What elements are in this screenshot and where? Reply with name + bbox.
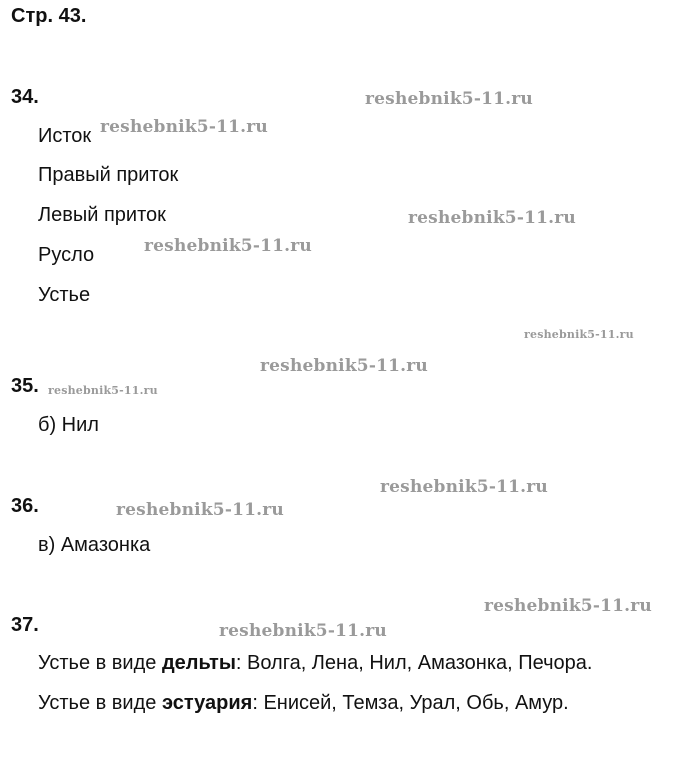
- watermark: reshebnik5-11.ru: [116, 500, 284, 520]
- q37-line-estuary-prefix: Устье в виде: [38, 692, 162, 714]
- watermark: reshebnik5-11.ru: [380, 477, 548, 497]
- q37-line-delta: [38, 652, 592, 675]
- watermark: reshebnik5-11.ru: [484, 596, 652, 616]
- watermark: reshebnik5-11.ru: [260, 356, 428, 376]
- q37-term-delta: дельты: [161, 652, 236, 674]
- q37-line-estuary-suffix: : Енисей, Темза, Урал, Обь, Амур.: [252, 692, 569, 714]
- watermark: reshebnik5-11.ru: [144, 236, 312, 256]
- q37-line-estuary: [38, 692, 569, 715]
- q37-line-delta-prefix: Устье в виде: [38, 652, 162, 674]
- watermark: reshebnik5-11.ru: [48, 384, 158, 397]
- q34-item-right-tributary: Правый приток: [38, 164, 179, 186]
- page-title: Стр. 43.: [11, 5, 87, 27]
- q34-item-riverbed: Русло: [38, 244, 95, 266]
- question-34-number: 34.: [11, 86, 39, 108]
- question-35-number: 35.: [11, 375, 39, 397]
- watermark: reshebnik5-11.ru: [365, 89, 533, 109]
- watermark: reshebnik5-11.ru: [219, 621, 387, 641]
- q35-answer: б) Нил: [38, 414, 99, 436]
- q34-item-mouth: Устье: [38, 284, 91, 306]
- watermark: reshebnik5-11.ru: [524, 328, 634, 341]
- q34-item-left-tributary: Левый приток: [38, 204, 166, 226]
- q37-term-estuary: эстуария: [161, 692, 253, 714]
- q36-answer: в) Амазонка: [38, 534, 151, 556]
- q37-line-delta-suffix: : Волга, Лена, Нил, Амазонка, Печора.: [235, 652, 593, 674]
- question-36-number: 36.: [11, 495, 39, 517]
- q34-item-source: Исток: [38, 125, 92, 147]
- watermark: reshebnik5-11.ru: [408, 208, 576, 228]
- watermark: reshebnik5-11.ru: [100, 117, 268, 137]
- question-37-number: 37.: [11, 614, 39, 636]
